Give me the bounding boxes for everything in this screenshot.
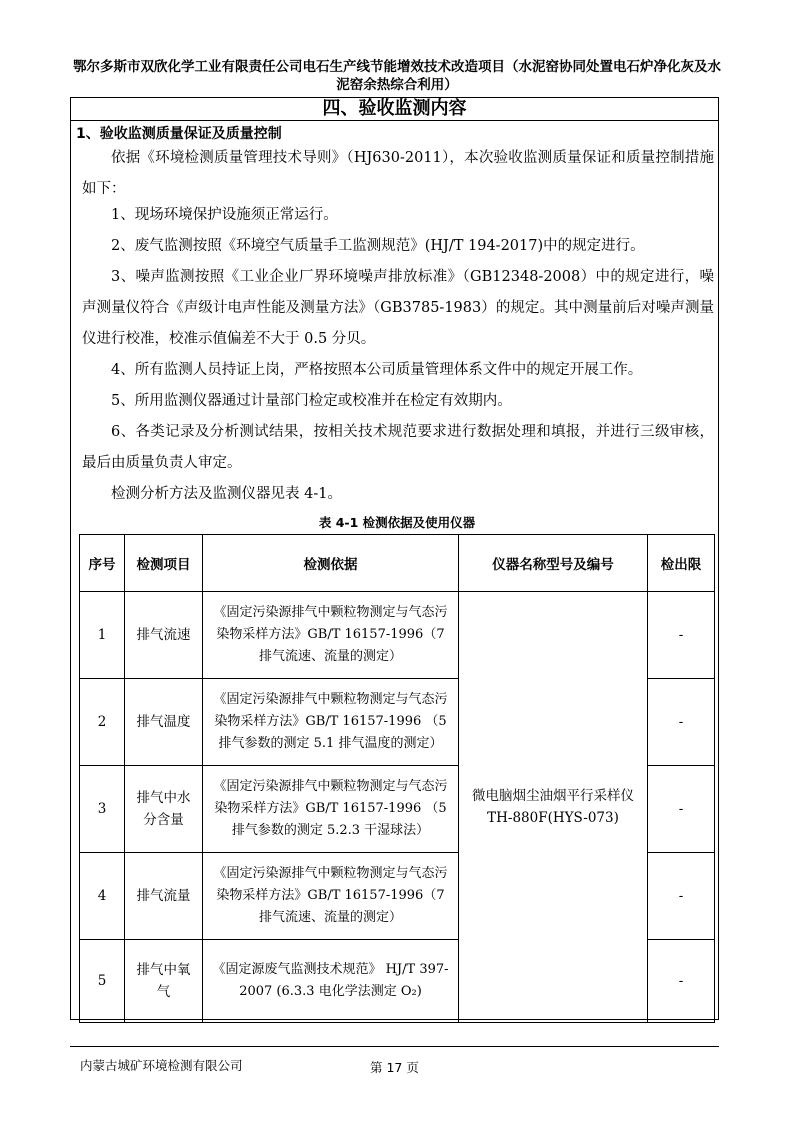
row-item: 排气中氧气 [125, 940, 203, 1023]
row-basis: 《固定污染源排气中颗粒物测定与气态污染物采样方法》GB/T 16157-1996 （5 排气参数的测定 5.1 排气温度的测定） [203, 679, 459, 766]
qc-item-6: 6、各类记录及分析测试结果，按相关技术规范要求进行数据处理和填报，并进行三级审核，最后由质量负责人审定。 [82, 424, 714, 471]
row-basis: 《固定污染源排气中颗粒物测定与气态污染物采样方法》GB/T 16157-1996 （5 排气参数的测定 5.2.3 干湿球法） [203, 766, 459, 853]
row-basis: 《固定源废气监测技术规范》 HJ/T 397-2007 (6.3.3 电化学法测定 O₂) [203, 940, 459, 1023]
intro-paragraph: 依据《环境检测质量管理技术导则》（HJ630-2011），本次验收监测质量保证和质量控制措施如下： [82, 150, 714, 197]
row-no: 1 [80, 592, 125, 679]
header-item: 检测项目 [125, 535, 203, 592]
row-limit: - [648, 592, 715, 679]
qc-item-3: 3、噪声监测按照《工业企业厂界环境噪声排放标准》（GB12348-2008）中的规定进行，噪声测量仪符合《声级计电声性能及测量方法》（GB3785-1983）的规定。其中测量前后对噪声测量仪进行校准，校准示值偏差不大于 0.5 分贝。 [82, 269, 714, 347]
header-no: 序号 [80, 535, 125, 592]
methods-instruments-table [79, 534, 715, 1023]
footer-company: 内蒙古城矿环境检测有限公司 [80, 1058, 243, 1073]
header-instrument: 仪器名称型号及编号 [459, 535, 648, 592]
row-item: 排气中水分含量 [125, 766, 203, 853]
section-title: 四、验收监测内容 [70, 97, 719, 121]
row-basis: 《固定污染源排气中颗粒物测定与气态污染物采样方法》GB/T 16157-1996（7 排气流速、流量的测定） [203, 853, 459, 940]
instrument-cell: 微电脑烟尘油烟平行采样仪 TH-880F(HYS-073) [459, 592, 648, 1023]
row-limit: - [648, 853, 715, 940]
qc-item-2: 2、废气监测按照《环境空气质量手工监测规范》(HJ/T 194-2017)中的规定进行。 [111, 238, 645, 254]
header-limit: 检出限 [648, 535, 715, 592]
footer-divider [70, 1046, 719, 1047]
row-no: 4 [80, 853, 125, 940]
page-number: 第 17 页 [370, 1060, 419, 1075]
row-no: 2 [80, 679, 125, 766]
table-row [80, 592, 715, 679]
row-item: 排气流速 [125, 592, 203, 679]
row-limit: - [648, 679, 715, 766]
row-item: 排气流量 [125, 853, 203, 940]
table-caption: 表 4-1 检测依据及使用仪器 [318, 515, 476, 530]
row-limit: - [648, 940, 715, 1023]
table-reference-text: 检测分析方法及监测仪器见表 4-1。 [111, 486, 342, 502]
section-subheading: 1、验收监测质量保证及质量控制 [76, 126, 282, 142]
table-header-row [80, 535, 715, 592]
qc-item-1: 1、现场环境保护设施须正常运行。 [111, 207, 338, 223]
row-item: 排气温度 [125, 679, 203, 766]
document-header-title: 鄂尔多斯市双欣化学工业有限责任公司电石生产线节能增效技术改造项目（水泥窑协同处置电石炉净化灰及水泥窑余热综合利用） [73, 59, 721, 93]
row-limit: - [648, 766, 715, 853]
qc-item-4: 4、所有监测人员持证上岗，严格按照本公司质量管理体系文件中的规定开展工作。 [111, 362, 643, 378]
row-no: 3 [80, 766, 125, 853]
qc-item-5: 5、所用监测仪器通过计量部门检定或校准并在检定有效期内。 [111, 393, 512, 409]
row-no: 5 [80, 940, 125, 1023]
row-basis: 《固定污染源排气中颗粒物测定与气态污染物采样方法》GB/T 16157-1996（7 排气流速、流量的测定） [203, 592, 459, 679]
header-basis: 检测依据 [203, 535, 459, 592]
